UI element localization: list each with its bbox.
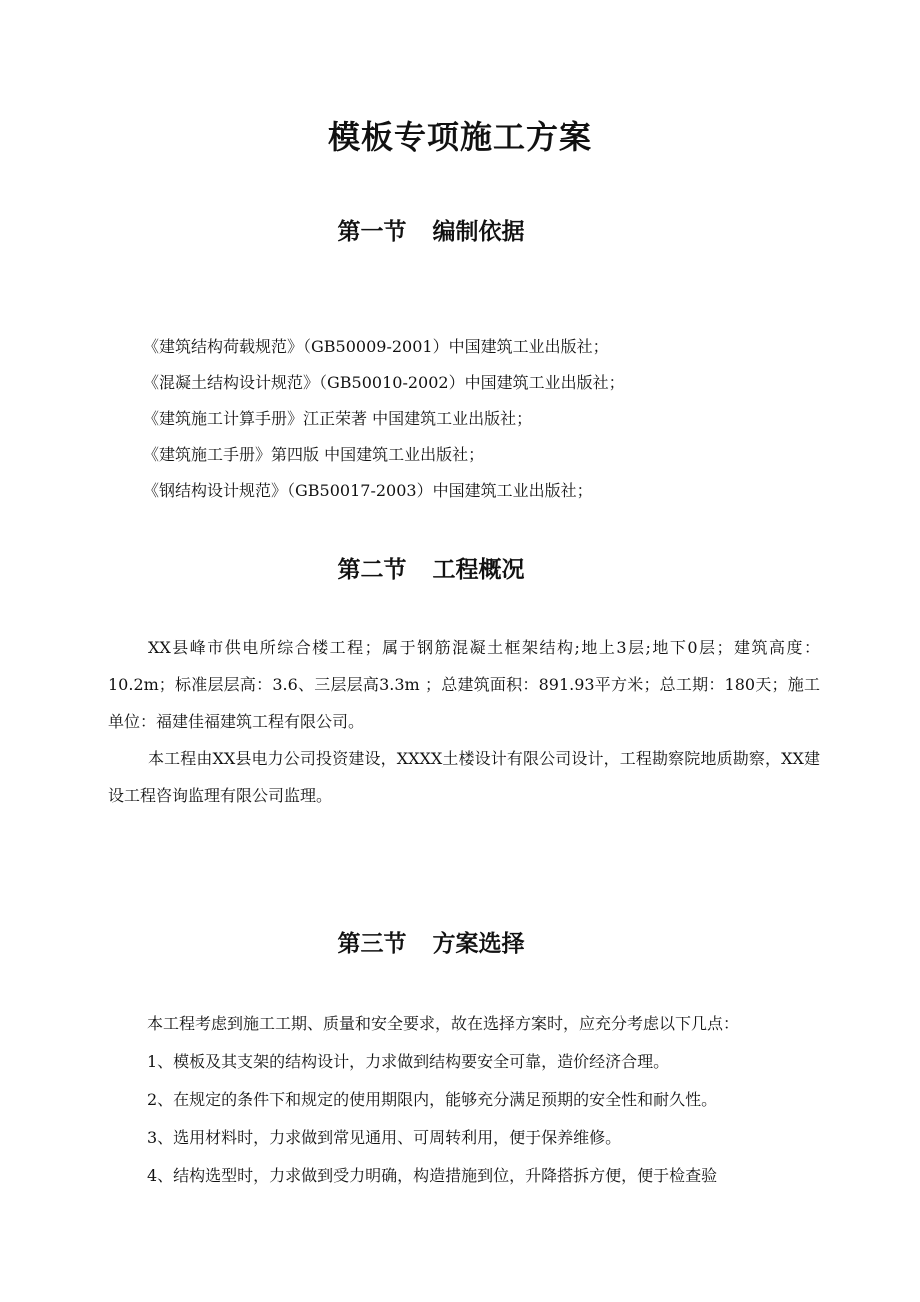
- section-3-name: 方案选择: [432, 931, 525, 957]
- section-2-heading: [0, 550, 862, 590]
- scheme-intro: 本工程考虑到施工工期、质量和安全要求，故在选择方案时，应充分考虑以下几点：: [147, 1014, 740, 1033]
- reference-item: 《建筑施工手册》第四版 中国建筑工业出版社；: [143, 445, 485, 464]
- section-1-name: 编制依据: [432, 219, 525, 245]
- section-1-heading: [0, 212, 862, 252]
- section-3-heading: [0, 924, 862, 964]
- overview-paragraph: 本工程由XX县电力公司投资建设，XXXX土楼设计有限公司设计，工程勘察院地质勘察，XX建设工程咨询监理有限公司监理。: [108, 749, 820, 805]
- section-2-number: 第二节: [337, 557, 407, 583]
- overview-paragraph: XX县峰市供电所综合楼工程；属于钢筋混凝土框架结构;地上3层;地下0层；建筑高度：10.2m；标准层层高：3.6、三层层高3.3m ；总建筑面积：891.93平方米；总工期：180天；施工单位：福建佳福建筑工程有限公司。: [108, 638, 820, 731]
- reference-item: 《建筑施工计算手册》江正荣著 中国建筑工业出版社；: [143, 409, 533, 428]
- scheme-item: 4、结构选型时，力求做到受力明确，构造措施到位，升降搭拆方便，便于检查验: [147, 1166, 718, 1185]
- scheme-item: 2、在规定的条件下和规定的使用期限内，能够充分满足预期的安全性和耐久性。: [147, 1090, 718, 1109]
- reference-item: 《混凝土结构设计规范》（GB50010-2002）中国建筑工业出版社；: [143, 373, 625, 392]
- project-overview: [108, 629, 820, 814]
- section-1-number: 第一节: [337, 219, 407, 245]
- reference-item: 《建筑结构荷载规范》（GB50009-2001）中国建筑工业出版社；: [143, 337, 609, 356]
- scheme-selection: [147, 1005, 837, 1195]
- reference-item: 《钢结构设计规范》（GB50017-2003）中国建筑工业出版社；: [143, 481, 593, 500]
- section-2-name: 工程概况: [432, 557, 525, 583]
- section-3-number: 第三节: [337, 931, 407, 957]
- document-title: 模板专项施工方案: [327, 118, 592, 156]
- scheme-item: 3、选用材料时，力求做到常见通用、可周转利用，便于保养维修。: [147, 1128, 622, 1147]
- reference-list: [143, 329, 843, 509]
- scheme-item: 1、模板及其支架的结构设计，力求做到结构要安全可靠，造价经济合理。: [147, 1052, 670, 1071]
